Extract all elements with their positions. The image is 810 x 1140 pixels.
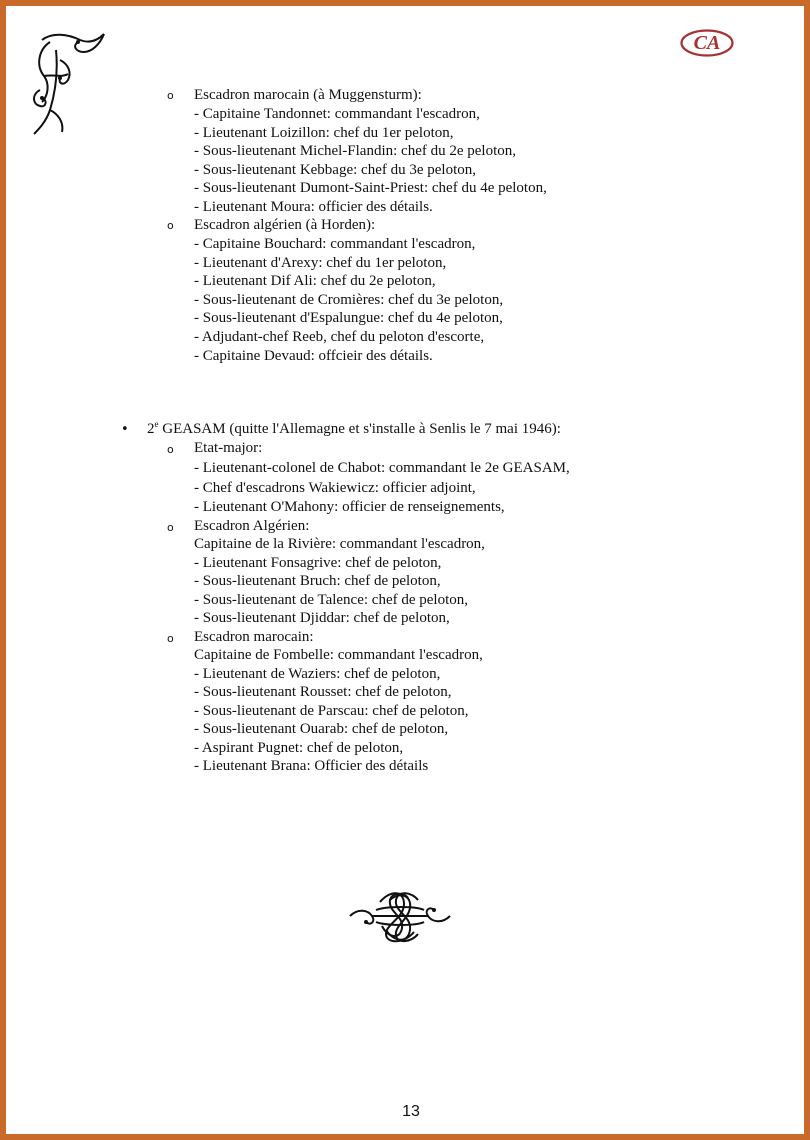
sub-bullet-icon: o (167, 443, 174, 456)
heading-text: GEASAM (quitte l'Allemagne et s'installe à Senlis le 7 mai 1946): (158, 421, 561, 437)
section1-algerien-title: Escadron algérien (à Horden): (194, 217, 376, 233)
list-item: - Sous-lieutenant Kebbage: chef du 3e peloton, (194, 162, 476, 178)
section2-heading (147, 420, 561, 439)
list-item: - Adjudant-chef Reeb, chef du peloton d'escorte, (194, 329, 485, 345)
sub-bullet-icon: o (167, 89, 174, 102)
section2-algerien-title: Escadron Algérien: (194, 518, 310, 534)
list-item: - Sous-lieutenant de Talence: chef de peloton, (194, 592, 468, 608)
list-item: - Lieutenant O'Mahony: officier de renseignements, (194, 499, 505, 515)
page-number: 13 (402, 1103, 420, 1120)
sub-bullet-icon: o (167, 632, 174, 645)
sub-bullet-icon: o (167, 219, 174, 232)
list-item: - Sous-lieutenant Djiddar: chef de peloton, (194, 610, 450, 626)
list-item: Capitaine de la Rivière: commandant l'escadron, (194, 536, 485, 552)
list-item: - Lieutenant Loizillon: chef du 1er peloton, (194, 125, 454, 141)
heading-superscript: e (154, 419, 159, 429)
bullet-icon: • (121, 422, 129, 437)
etat-major-title: Etat-major: (194, 440, 263, 456)
list-item: - Lieutenant Moura: officier des détails. (194, 199, 433, 215)
section2-marocain-title: Escadron marocain: (194, 629, 314, 645)
list-item: - Sous-lieutenant d'Espalungue: chef du 4e peloton, (194, 310, 503, 326)
list-item: - Sous-lieutenant Michel-Flandin: chef du 2e peloton, (194, 143, 517, 159)
list-item: - Sous-lieutenant de Cromières: chef du 3e peloton, (194, 292, 504, 308)
list-item: - Lieutenant Brana: Officier des détails (194, 758, 429, 774)
list-item: - Lieutenant d'Arexy: chef du 1er peloton, (194, 255, 447, 271)
list-item: - Sous-lieutenant Ouarab: chef de peloton, (194, 721, 449, 737)
list-item: - Aspirant Pugnet: chef de peloton, (194, 740, 404, 756)
ca-logo (680, 29, 734, 57)
list-item: - Sous-lieutenant Rousset: chef de peloton, (194, 684, 452, 700)
flourish-divider-icon (346, 886, 454, 948)
list-item: - Lieutenant Dif Ali: chef du 2e peloton, (194, 273, 436, 289)
list-item: - Capitaine Tandonnet: commandant l'escadron, (194, 106, 480, 122)
heading-number: 2 (147, 421, 155, 437)
ornamental-letter-f-icon (28, 30, 108, 142)
list-item: - Sous-lieutenant Bruch: chef de peloton, (194, 573, 441, 589)
list-item: - Lieutenant de Waziers: chef de peloton, (194, 666, 441, 682)
list-item: Capitaine de Fombelle: commandant l'escadron, (194, 647, 483, 663)
list-item: - Chef d'escadrons Wakiewicz: officier adjoint, (194, 480, 476, 496)
section1-marocain-title: Escadron marocain (à Muggensturm): (194, 87, 422, 103)
list-item: - Sous-lieutenant Dumont-Saint-Priest: chef du 4e peloton, (194, 180, 547, 196)
sub-bullet-icon: o (167, 521, 174, 534)
list-item: - Capitaine Devaud: offcieir des détails. (194, 348, 433, 364)
list-item: - Lieutenant-colonel de Chabot: commandant le 2e GEASAM, (194, 460, 570, 476)
list-item: - Lieutenant Fonsagrive: chef de peloton, (194, 555, 442, 571)
logo-text: CA (693, 32, 721, 54)
list-item: - Sous-lieutenant de Parscau: chef de peloton, (194, 703, 469, 719)
list-item: - Capitaine Bouchard: commandant l'escadron, (194, 236, 476, 252)
